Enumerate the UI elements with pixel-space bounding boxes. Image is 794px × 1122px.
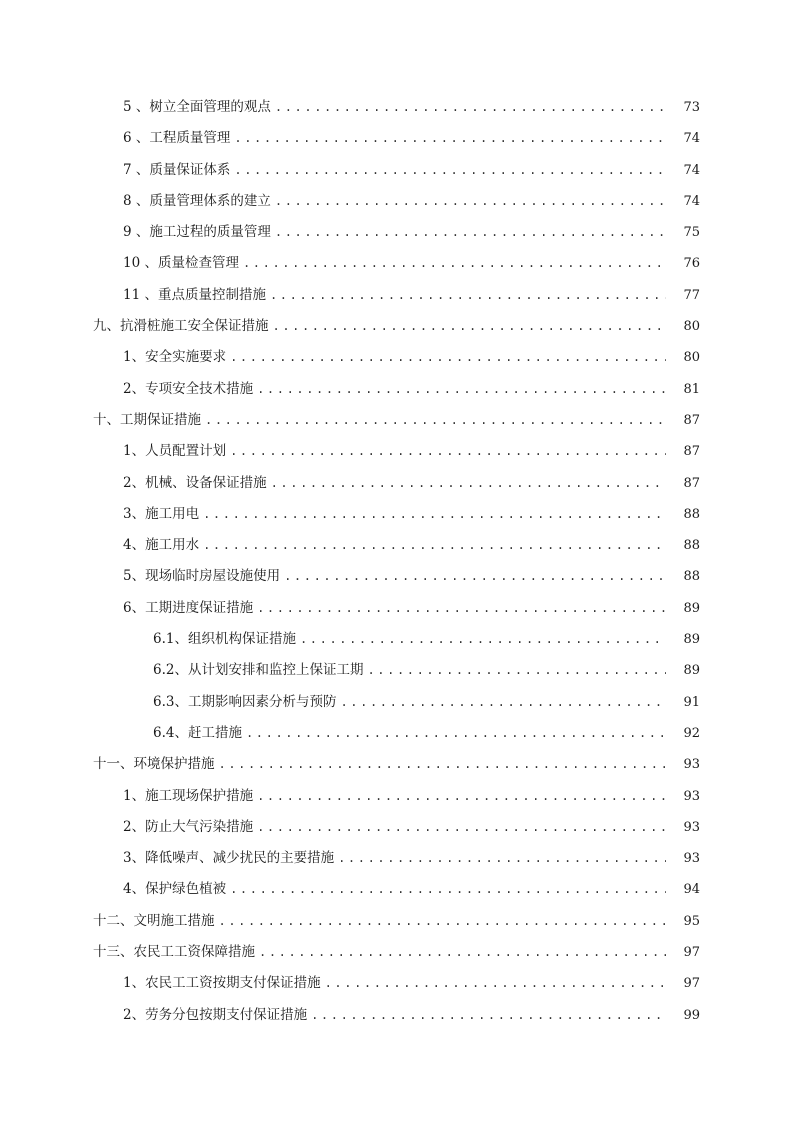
toc-entry-title: 8 、质量管理体系的建立 bbox=[123, 192, 271, 209]
toc-entry[interactable] bbox=[0, 968, 794, 999]
toc-dot-leader bbox=[271, 468, 666, 499]
toc-dot-leader bbox=[275, 186, 666, 217]
toc-entry-title: 5 、树立全面管理的观点 bbox=[123, 99, 271, 115]
toc-dot-leader bbox=[203, 499, 666, 530]
toc-dot-leader bbox=[234, 155, 666, 186]
toc-entry[interactable] bbox=[0, 123, 794, 154]
toc-entry-page-number: 88 bbox=[683, 569, 700, 585]
toc-entry[interactable] bbox=[0, 155, 794, 186]
toc-entry-page-number: 93 bbox=[683, 757, 700, 773]
toc-entry-title: 2、专项安全技术措施 bbox=[123, 380, 254, 397]
toc-dot-leader bbox=[275, 92, 666, 123]
toc-dot-leader bbox=[234, 123, 666, 154]
toc-entry-title: 3、施工用电 bbox=[123, 505, 200, 522]
toc-entry-page-number: 74 bbox=[683, 131, 700, 147]
toc-entry-title: 2、机械、设备保证措施 bbox=[123, 474, 267, 491]
toc-dot-leader bbox=[311, 1000, 666, 1031]
toc-entry-title: 6、工期进度保证措施 bbox=[123, 599, 254, 616]
toc-entry[interactable] bbox=[0, 718, 794, 749]
toc-entry-title: 1、安全实施要求 bbox=[123, 349, 227, 366]
toc-dot-leader bbox=[219, 906, 667, 937]
toc-entry-page-number: 81 bbox=[683, 381, 700, 397]
toc-entry[interactable] bbox=[0, 687, 794, 718]
toc-dot-leader bbox=[230, 342, 666, 373]
toc-entry-page-number: 95 bbox=[683, 913, 700, 929]
toc-entry-page-number: 74 bbox=[683, 162, 700, 178]
toc-entry[interactable] bbox=[0, 874, 794, 905]
toc-entry-title: 9 、施工过程的质量管理 bbox=[123, 224, 271, 241]
toc-entry-page-number: 94 bbox=[683, 882, 700, 898]
toc-entry-title: 1、农民工工资按期支付保证措施 bbox=[123, 975, 321, 992]
toc-entry-page-number: 93 bbox=[683, 819, 700, 835]
toc-entry-title: 6.4、赶工措施 bbox=[153, 724, 242, 741]
toc-entry-title: 4、施工用水 bbox=[123, 537, 200, 554]
toc-entry[interactable] bbox=[0, 342, 794, 373]
toc-entry-page-number: 88 bbox=[683, 506, 700, 522]
toc-entry[interactable] bbox=[0, 937, 794, 968]
toc-entry-title: 10 、质量检查管理 bbox=[123, 255, 239, 272]
toc-entry[interactable] bbox=[0, 1000, 794, 1031]
toc-entry-page-number: 76 bbox=[683, 256, 700, 272]
toc-entry[interactable] bbox=[0, 280, 794, 311]
toc-entry-title: 九、抗滑桩施工安全保证措施 bbox=[93, 318, 269, 335]
toc-entry-page-number: 87 bbox=[683, 475, 700, 491]
toc-entry[interactable] bbox=[0, 655, 794, 686]
toc-entry-title: 2、劳务分包按期支付保证措施 bbox=[123, 1006, 308, 1023]
toc-entry-page-number: 93 bbox=[683, 788, 700, 804]
toc-dot-leader bbox=[203, 530, 666, 561]
toc-entry[interactable] bbox=[0, 405, 794, 436]
toc-dot-leader bbox=[219, 749, 667, 780]
toc-entry-title: 2、防止大气污染措施 bbox=[123, 818, 254, 835]
toc-dot-leader bbox=[275, 217, 666, 248]
toc-entry-page-number: 89 bbox=[683, 663, 700, 679]
toc-entry[interactable] bbox=[0, 374, 794, 405]
toc-entry-title: 十三、农民工工资保障措施 bbox=[93, 944, 255, 961]
toc-entry-page-number: 93 bbox=[683, 851, 700, 867]
toc-dot-leader bbox=[259, 937, 666, 968]
toc-dot-leader bbox=[246, 718, 666, 749]
toc-entry[interactable] bbox=[0, 311, 794, 342]
toc-entry-page-number: 88 bbox=[683, 538, 700, 554]
toc-dot-leader bbox=[257, 781, 666, 812]
toc-dot-leader bbox=[205, 405, 666, 436]
toc-entry-page-number: 74 bbox=[683, 193, 700, 209]
toc-entry-title: 11 、重点质量控制措施 bbox=[123, 286, 266, 303]
toc-entry[interactable] bbox=[0, 248, 794, 279]
toc-entry-page-number: 91 bbox=[683, 694, 700, 710]
toc-entry-title: 十、工期保证措施 bbox=[93, 411, 201, 428]
toc-entry[interactable] bbox=[0, 530, 794, 561]
toc-entry[interactable] bbox=[0, 92, 794, 123]
toc-entry[interactable] bbox=[0, 499, 794, 530]
toc-entry-title: 1、施工现场保护措施 bbox=[123, 787, 254, 804]
toc-entry[interactable] bbox=[0, 843, 794, 874]
toc-dot-leader bbox=[300, 624, 666, 655]
toc-entry-title: 5、现场临时房屋设施使用 bbox=[123, 568, 281, 585]
toc-entry-title: 6.1、组织机构保证措施 bbox=[153, 631, 296, 648]
toc-dot-leader bbox=[257, 593, 666, 624]
toc-dot-leader bbox=[270, 280, 666, 311]
toc-entry-title: 6.3、工期影响因素分析与预防 bbox=[153, 693, 337, 710]
toc-entry-title: 十一、环境保护措施 bbox=[93, 756, 215, 773]
toc-entry-title: 3、降低噪声、减少扰民的主要措施 bbox=[123, 850, 335, 867]
toc-entry-title: 4、保护绿色植被 bbox=[123, 881, 227, 898]
toc-entry[interactable] bbox=[0, 624, 794, 655]
toc-dot-leader bbox=[257, 812, 666, 843]
table-of-contents bbox=[0, 92, 794, 1031]
toc-entry-title: 6 、工程质量管理 bbox=[123, 130, 231, 147]
toc-dot-leader bbox=[338, 843, 666, 874]
toc-dot-leader bbox=[257, 374, 666, 405]
toc-entry-title: 6.2、从计划安排和监控上保证工期 bbox=[153, 662, 364, 679]
toc-entry[interactable] bbox=[0, 468, 794, 499]
toc-entry-page-number: 87 bbox=[683, 412, 700, 428]
toc-entry-title: 十二、文明施工措施 bbox=[93, 912, 215, 929]
toc-entry-page-number: 73 bbox=[683, 100, 700, 115]
toc-entry[interactable] bbox=[0, 436, 794, 467]
toc-dot-leader bbox=[273, 311, 667, 342]
toc-dot-leader bbox=[243, 248, 666, 279]
toc-entry-page-number: 97 bbox=[683, 976, 700, 992]
toc-entry-page-number: 87 bbox=[683, 444, 700, 460]
toc-dot-leader bbox=[230, 874, 666, 905]
toc-entry[interactable] bbox=[0, 593, 794, 624]
toc-entry[interactable] bbox=[0, 186, 794, 217]
toc-dot-leader bbox=[367, 655, 666, 686]
toc-entry[interactable] bbox=[0, 217, 794, 248]
toc-entry-page-number: 89 bbox=[683, 632, 700, 648]
toc-entry-page-number: 89 bbox=[683, 600, 700, 616]
toc-entry-page-number: 80 bbox=[683, 319, 700, 335]
toc-dot-leader bbox=[230, 436, 666, 467]
toc-entry-page-number: 97 bbox=[683, 945, 700, 961]
toc-dot-leader bbox=[284, 561, 666, 592]
toc-entry-page-number: 99 bbox=[683, 1007, 700, 1023]
toc-entry-page-number: 80 bbox=[683, 350, 700, 366]
toc-dot-leader bbox=[340, 687, 666, 718]
toc-entry-title: 7 、质量保证体系 bbox=[123, 161, 231, 178]
toc-entry[interactable] bbox=[0, 812, 794, 843]
toc-entry-page-number: 77 bbox=[683, 287, 700, 303]
toc-entry[interactable] bbox=[0, 906, 794, 937]
toc-dot-leader bbox=[325, 968, 666, 999]
toc-entry[interactable] bbox=[0, 781, 794, 812]
toc-entry[interactable] bbox=[0, 561, 794, 592]
toc-entry-page-number: 75 bbox=[683, 225, 700, 241]
toc-entry-page-number: 92 bbox=[683, 725, 700, 741]
toc-entry-title: 1、人员配置计划 bbox=[123, 443, 227, 460]
toc-entry[interactable] bbox=[0, 749, 794, 780]
